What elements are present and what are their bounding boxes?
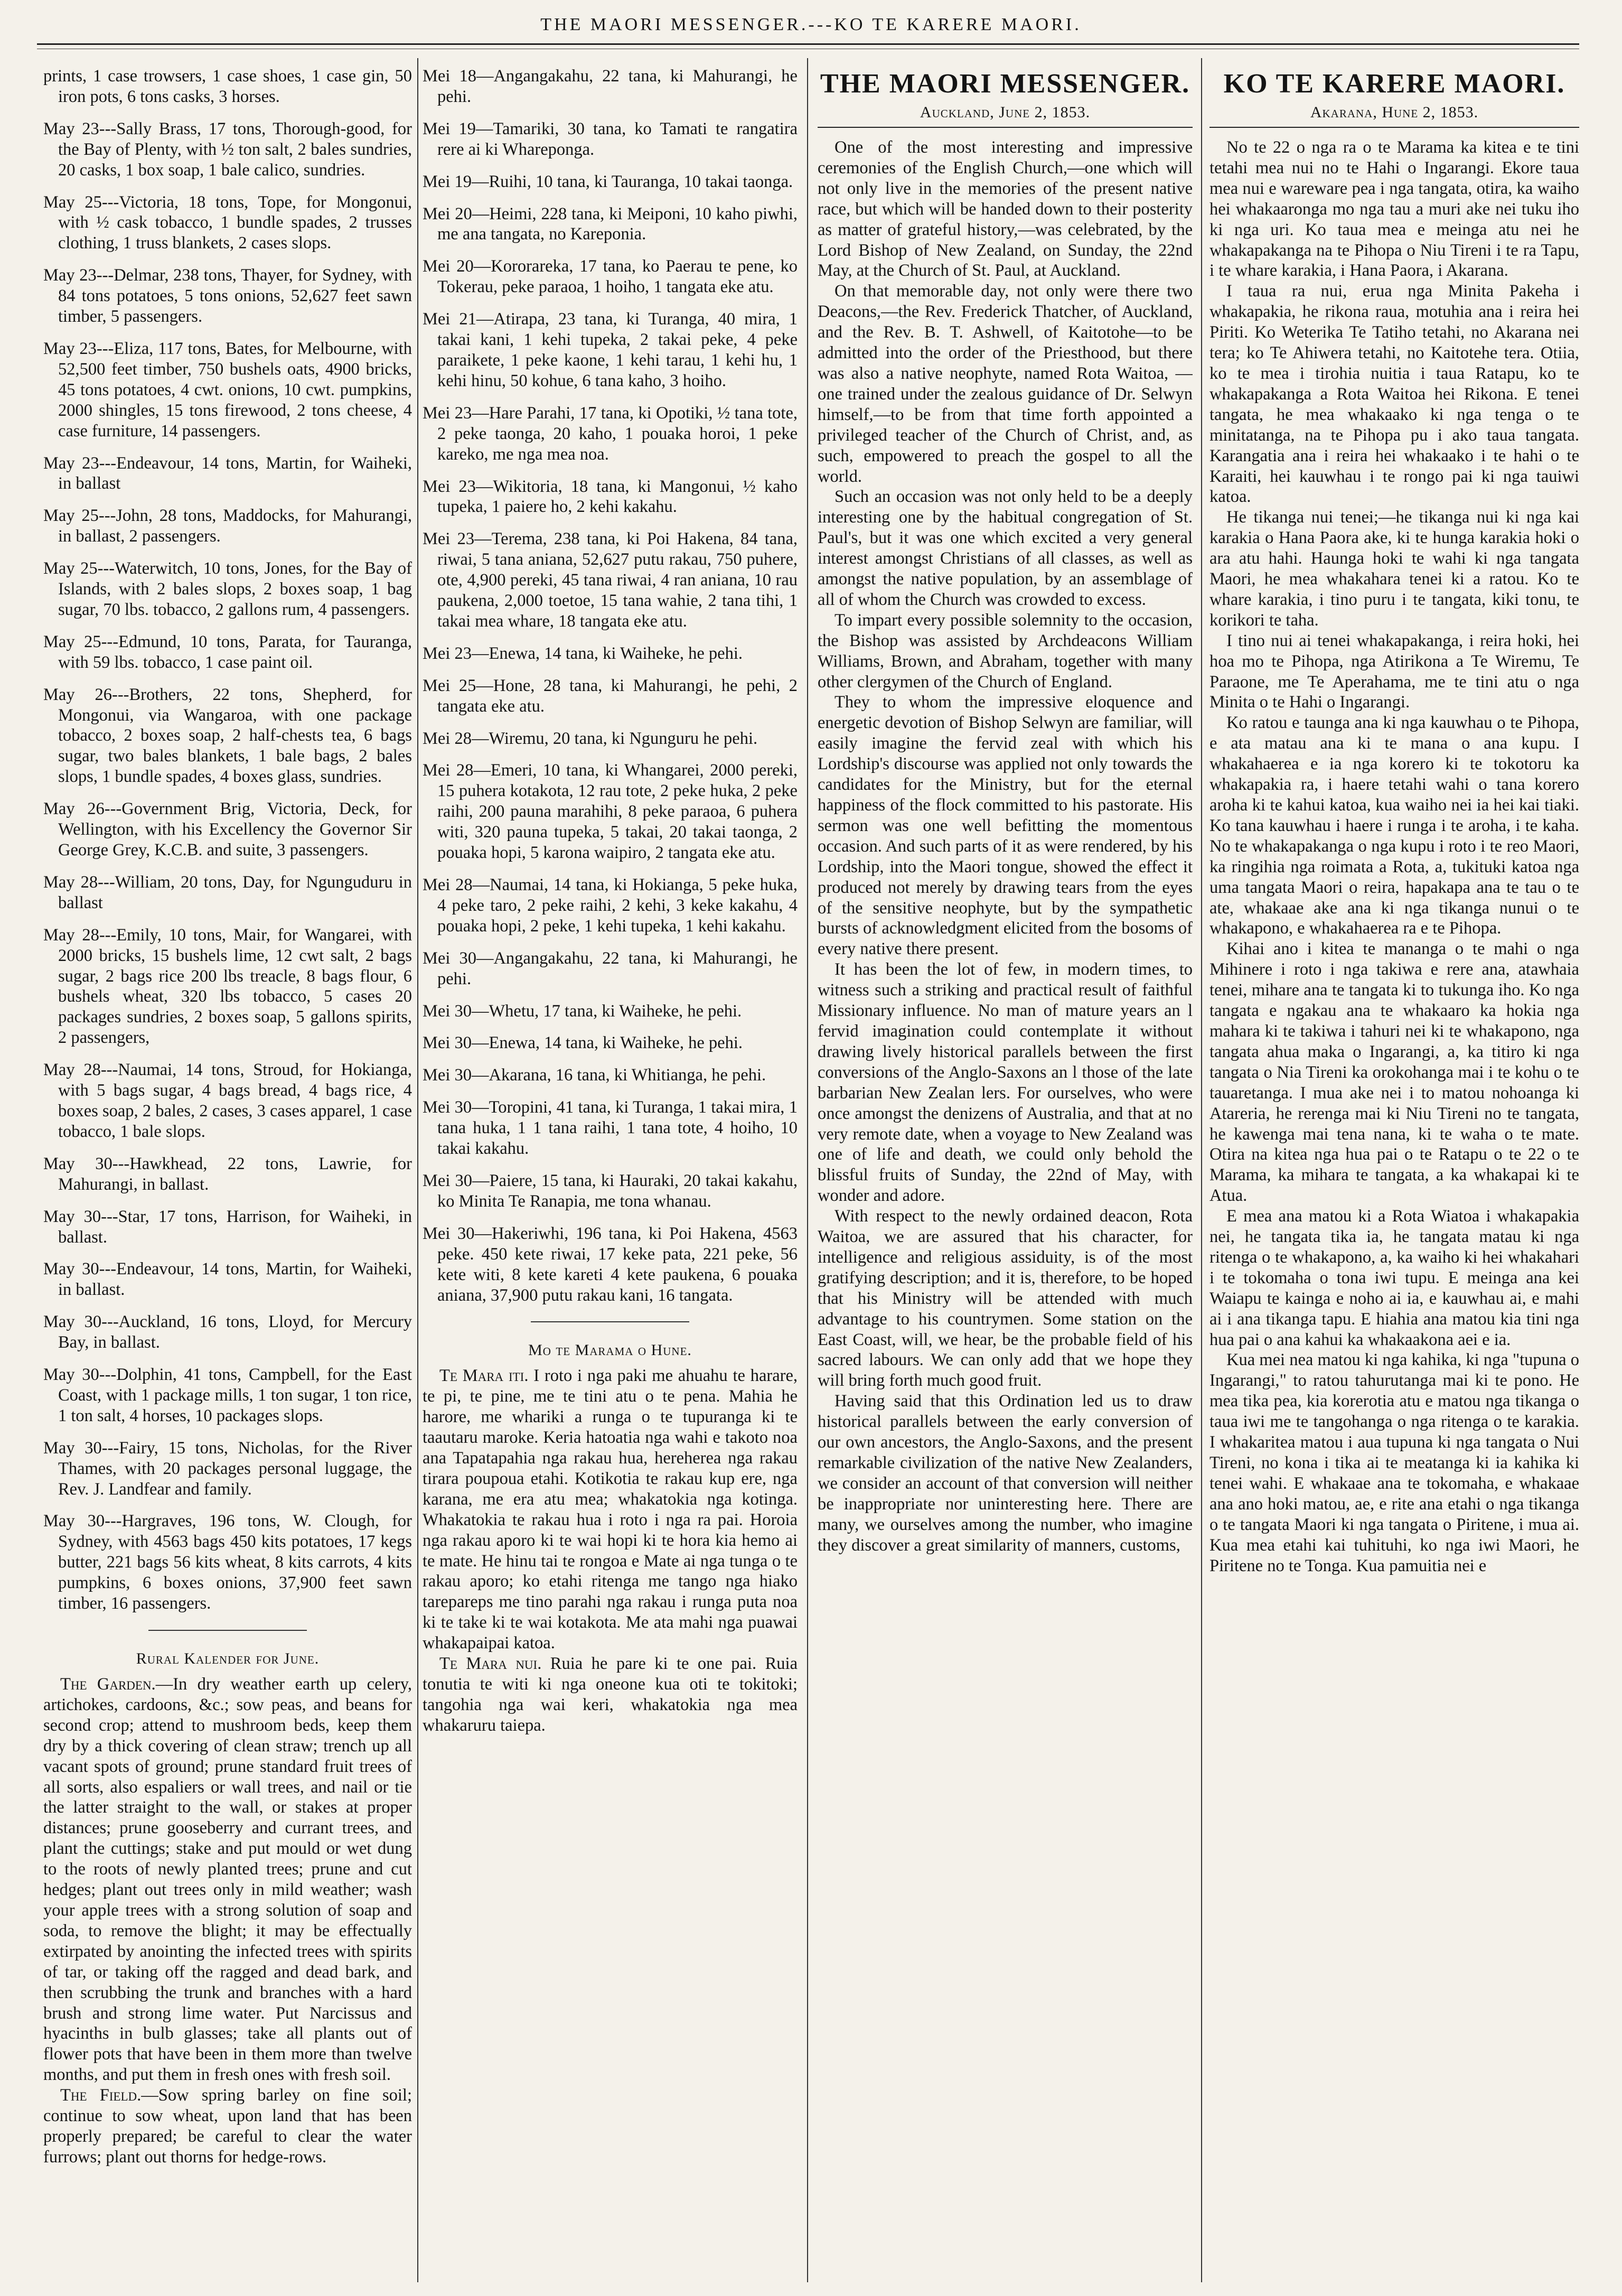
maori-editorial-paragraph: Kihai ano i kitea te mananga o te mahi o nga Mihinere i roto i nga takiwa e rere ana, atawhaia tenei, mihare ana te tangata ki to tukunga iho. Ko nga tangata e ngakau ana te whakaaro ka hokia nga mahara ki te takiwa i tahuri nei ki te whakapono, nga tangata ahua maka o Ingarangi, a, ka titiro ki nga tangata o Nia Tireni ka orokohanga mai i te kohu o te tauaretanga. I mua ake nei i to matou nohoanga ki Atareria, he rerenga mai ki Niu Tireni no te tangata, he kawenga mai tena nana, ki te waha o te mate. Otira na kitea nga hua pai o te Ratapu o te 22 o te Marama, ka mihara te tangata, a ka whakapai ki te Atua. xyxy=(1210,939,1579,1206)
maori-shipping-entry: Mei 19—Ruihi, 10 tana, ki Tauranga, 10 takai taonga. xyxy=(423,172,793,191)
editorial-paragraph: Such an occasion was not only held to be a deeply interesting one by the habitual congregation of St. Paul's, but it was one which excited a very general interest amongst Christians of all classes, as well as amongst the native population, by an assemblage of all of whom the Church was crowded to excess. xyxy=(818,487,1193,609)
calendar-heading: Rural Kalender for June. xyxy=(136,1650,320,1667)
maori-field-text: Ruia he pare ki te one pai. Ruia tonutia te witi ki nga oneone kua oti te tokitoki; tangohia nga wai keri, whakatokia nga mea whakaruru taiepa. xyxy=(423,1654,798,1735)
maori-shipping-entry: Mei 23—Hare Parahi, 17 tana, ki Opotiki, ½ tana tote, 2 peke taonga, 20 kaho, 1 pouaka horoi, 1 peke kareko, me nga mea noa. xyxy=(423,403,798,464)
maori-shipping-entry: Mei 30—Hakeriwhi, 196 tana, ki Poi Hakena, 4563 peke. 450 kete riwai, 17 keke pata, 221 peke, 56 kete witi, 8 kete kareti 4 kete paukena, 6 pouaka aniana, 37,900 putu rakau kani, 16 tangata. xyxy=(423,1224,798,1305)
maori-shipping-entry: Mei 30—Whetu, 17 tana, ki Waiheke, he pehi. xyxy=(423,1001,742,1021)
masthead-rule xyxy=(818,127,1193,128)
maori-shipping-entry: Mei 19—Tamariki, 30 tana, ko Tamati te rangatira rere ai ki Whareponga. xyxy=(423,119,798,159)
maori-shipping-entry: Mei 30—Toropini, 41 tana, ki Turanga, 1 takai mira, 1 tana huka, 1 1 tana raihi, 1 tana tote, 4 hoiho, 10 takai kakahu. xyxy=(423,1098,798,1159)
editorial-paragraph: To impart every possible solemnity to the occasion, the Bishop was assisted by Archdeacons William Williams, Brown, and Abraham, together with many other clergymen of the Church of England. xyxy=(818,610,1193,692)
field-text: —Sow spring barley on fine soil; continue to sow wheat, upon land that has been properly prepared; be careful to clear the water furrows; plant out thorns for hedge-rows. xyxy=(43,2086,412,2167)
field-lead: The Field. xyxy=(60,2086,142,2105)
maori-shipping-entry: Mei 23—Enewa, 14 tana, ki Waiheke, he pehi. xyxy=(423,643,743,663)
column-maori-shipping xyxy=(423,66,798,2280)
shipping-entry: May 28---William, 20 tons, Day, for Ngunguduru in ballast xyxy=(43,872,412,912)
shipping-entry: May 26---Government Brig, Victoria, Deck, for Wellington, with his Excellency the Governor Sir George Grey, K.C.B. and suite, 3 passengers. xyxy=(43,799,412,860)
shipping-entry: May 23---Sally Brass, 17 tons, Thorough-good, for the Bay of Plenty, with ½ ton salt, 2 bales sundries, 20 casks, 1 box soap, 1 bale calico, sundries. xyxy=(43,119,412,180)
maori-shipping-entry: Mei 30—Paiere, 15 tana, ki Hauraki, 20 takai kakahu, ko Minita Te Ranapia, me tona whanau. xyxy=(423,1171,798,1211)
shipping-entry: prints, 1 case trowsers, 1 case shoes, 1 case gin, 50 iron pots, 6 tons casks, 3 horses. xyxy=(43,67,412,106)
shipping-list xyxy=(43,66,412,1614)
maori-shipping-entry: Mei 30—Angangakahu, 22 tana, ki Mahurangi, he pehi. xyxy=(423,948,798,988)
column-rule xyxy=(807,58,808,2282)
shipping-entry: May 30---Hargraves, 196 tons, W. Clough, for Sydney, with 4563 bags 450 kits potatoes, 17 kegs butter, 221 bags 56 kits wheat, 8 kits carrots, 4 kits pumpkins, 6 boxes onions, 37,900 feet sawn timber, 16 passengers. xyxy=(43,1511,412,1613)
maori-shipping-entry: Mei 28—Naumai, 14 tana, ki Hokianga, 5 peke huka, 4 peke taro, 2 peke raihi, 2 kehi, 3 keke kakahu, 4 pouaka hopi, 2 peke, 1 kehi tupeka, 1 kehi kakahu. xyxy=(423,875,798,936)
maori-calendar-heading: Mo te Marama o Hune. xyxy=(528,1341,692,1359)
maori-shipping-entry: Mei 28—Emeri, 10 tana, ki Whangarei, 2000 pereki, 15 puhera kotakota, 12 rau tote, 2 peke huka, 2 peke raihi, 200 pauna marahihi, 8 peke paraoa, 6 puhera witi, 320 pauna tupeka, 5 takai, 20 takai taonga, 2 pouaka hopi, 5 karona waipiro, 2 tangata eke atu. xyxy=(423,761,798,863)
garden-text: —In dry weather earth up celery, artichokes, cardoons, &c.; sow peas, and beans for second crop; attend to mushroom beds, keep them dry by a thick covering of clean straw; trench up all vacant spots of ground; prune standard fruit trees of all sorts, also espaliers or wall trees, and nail or tie the latter straight to the wall, or stakes at proper distances; prune gooseberry and currant trees, and plant the cuttings; stake and put mould or wet dung to the roots of newly planted trees; prune and cut hedges; plant out trees only in mild weather; wash your apple trees with a strong solution of soap and soda, to remove the blight; it may be effectually extirpated by anointing the infected trees with spirits of tar, or taking off the ragged and dead bark, and then scrubbing the trunk and branches with a hard brush and strong lime water. Put Narcissus and hyacinths in bulb glasses; take all plants out of flower pots that have been in them more than twelve months, and put them in fresh ones with fresh soil. xyxy=(43,1675,412,2085)
maori-shipping-entry: Mei 25—Hone, 28 tana, ki Mahurangi, he pehi, 2 tangata eke atu. xyxy=(423,676,798,716)
shipping-entry: May 30---Star, 17 tons, Harrison, for Waiheki, in ballast. xyxy=(43,1207,412,1247)
maori-masthead: KO TE KARERE MAORI. xyxy=(1223,69,1565,99)
column-english-editorial xyxy=(818,66,1193,2280)
maori-garden-text: I roto i nga paki me ahuahu te harare, te pi, te pine, me te tini atu o te pena. Mahia he harore, me whariki a runga o te tupuranga ki te taautaru maroke. Keria hatoatia nga wahi e takoto noa ana Tapatapahia nga rakau hua, hereherea nga rakau tirara poupoua etahi. Kotikotia te rakau kup ere, nga karana, me era atu mea; whakatokia nga kotinga. Whakatokia te rakau hua i roto i nga ra pai. Horoia nga rakau aporo ki te wai hopi ki te hora kia hemo ai te mate. He hinu tai te rongoa e Mate ai nga tunga o te rakau aporo; ko etahi ritenga me tango nga hiako tarepareps me tino parahi nga rakau i runga puta noa ki te take ki te wai kotakota. Me ata mahi nga puawai whakapaipai katoa. xyxy=(423,1366,798,1653)
garden-lead: The Garden. xyxy=(60,1675,156,1694)
shipping-entry: May 25---Waterwitch, 10 tons, Jones, for the Bay of Islands, with 2 bales slops, 2 boxes soap, 1 bag sugar, 70 lbs. tobacco, 2 gallons rum, 4 passengers. xyxy=(43,559,412,619)
shipping-entry: May 30---Auckland, 16 tons, Lloyd, for Mercury Bay, in ballast. xyxy=(43,1312,412,1352)
editorial-paragraph: Having said that this Ordination led us to draw historical parallels between the early conversion of our own ancestors, the Anglo-Saxons, and the present remarkable civilization of the native New Zealanders, we consider an account of that conversion will neither be inappropriate nor uninteresting here. There are many, we ourselves among the number, who imagine they discover a great similarity of manners, customs, xyxy=(818,1392,1193,1555)
shipping-entry: May 25---Victoria, 18 tons, Tope, for Mongonui, with ½ cask tobacco, 1 bundle spades, 2 trusses clothing, 1 truss blankets, 2 cases slops. xyxy=(43,192,412,253)
maori-shipping-entry: Mei 23—Wikitoria, 18 tana, ki Mangonui, ½ kaho tupeka, 1 paiere ho, 2 kehi kakahu. xyxy=(423,477,798,517)
running-head: THE MAORI MESSENGER.---KO TE KARERE MAORI. xyxy=(540,15,1082,34)
maori-editorial-paragraph: I tino nui ai tenei whakapakanga, i reira hoki, hei hoa mo te Pihopa, nga Atirikona a Te Wiremu, Te Paraone, me Te Aperahama, me te tini atu o nga Minita o te Hahi o Ingarangi. xyxy=(1210,631,1579,712)
english-dateline: Auckland, June 2, 1853. xyxy=(920,104,1091,121)
maori-editorial-paragraph: E mea ana matou ki a Rota Wiatoa i whakapakia nei, he tangata tika ia, he tangata matau ki nga ritenga o te whakapono, a, ka waiho ki hei whakahari i te tokomaha o tona iwi tupu. E meinga ana kei Waiapu te kainga e noho ai ia, e kauwhau ai, e mahi ai i ana tikanga tapu. E hiahia ana matou kia tini nga hua pai o ana kahui ka whakaakona aei e ia. xyxy=(1210,1207,1579,1349)
shipping-entry: May 28---Emily, 10 tons, Mair, for Wangarei, with 2000 bricks, 15 bushels lime, 12 cwt salt, 2 bags sugar, 2 bags rice 200 lbs treacle, 8 bags flour, 6 bushels wheat, 320 lbs tobacco, 5 cases 20 packages sundries, 2 boxes soap, 5 gallons spirits, 2 passengers, xyxy=(43,925,412,1048)
maori-field-paragraph xyxy=(423,1654,798,1736)
shipping-entry: May 30---Hawkhead, 22 tons, Lawrie, for Mahurangi, in ballast. xyxy=(43,1154,412,1194)
shipping-entry: May 25---Edmund, 10 tons, Parata, for Tauranga, with 59 lbs. tobacco, 1 case paint oil. xyxy=(43,632,412,672)
garden-paragraph xyxy=(43,1674,412,2085)
maori-shipping-entry: Mei 21—Atirapa, 23 tana, ki Turanga, 40 mira, 1 takai kani, 1 kehi tupeka, 2 takai peke, 4 peke paraikete, 1 peke kaone, 1 kehi tarau, 1 kehi hu, 1 kehi hinu, 50 kohue, 6 tana kaho, 3 hoiho. xyxy=(423,310,798,390)
column-rule xyxy=(1201,58,1202,2282)
editorial-paragraph: It has been the lot of few, in modern times, to witness such a striking and practical result of faithful Missionary influence. No man of mature years an l fervid imagination could contemplate it without drawing lively historical parallels between the first conversions of the Anglo-Saxons an l those of the late barbarian New Zealan lers. For ourselves, who were once amongst the denizens of Australia, and that at no very remote date, when a voyage to New Zealand was one of life and death, we could only behold the blissful fruits of Sunday, the 22nd of May, with wonder and adore. xyxy=(818,960,1193,1206)
maori-editorial-paragraph: Kua mei nea matou ki nga kahika, ki nga "tupuna o Ingarangi," to ratou tahurutanga mai ki te pono. He mea tika pea, kia korerotia atu e matou nga tikanga o taua iwi me te tangohanga o nga ritenga o te karakia. I whakaritea matou i aua tupuna ki nga tangata o Nui Tireni, no kona i tika ai te meatanga ki ia kahika ki tenei wahi. E whakaae ana te tokomaha, e whakaae ana ano hoki matou, ae, e rite ana etahi o nga tikanga o te tangata Maori ki nga tangata o Piritene, i mua ai. Kua mea etahi kai tuhituhi, ko nga iwi Maori, he Piritene no te Tonga. Kua pamuitia nei e xyxy=(1210,1350,1579,1575)
maori-shipping-entry: Mei 30—Enewa, 14 tana, ki Waiheke, he pehi. xyxy=(423,1033,743,1053)
editorial-paragraph: With respect to the newly ordained deacon, Rota Waitoa, we are assured that his character, for intelligence and religious assiduity, is of the most gratifying description; and it is, therefore, to be hoped that his Ministry will be attended with much advantage to his countrymen. Some station on the East Coast, will, we hear, be the probable field of his sacred labours. We can only add that we hope they will bring forth much good fruit. xyxy=(818,1207,1193,1390)
maori-garden-lead: Te Mara iti. xyxy=(439,1366,529,1386)
shipping-entry: May 30---Fairy, 15 tons, Nicholas, for the River Thames, with 20 packages personal luggage, the Rev. J. Landfear and family. xyxy=(43,1438,412,1499)
maori-shipping-entry: Mei 18—Angangakahu, 22 tana, ki Mahurangi, he pehi. xyxy=(423,67,798,106)
maori-garden-paragraph xyxy=(423,1366,798,1654)
shipping-entry: May 25---John, 28 tons, Maddocks, for Mahurangi, in ballast, 2 passengers. xyxy=(43,506,412,546)
shipping-entry: May 30---Dolphin, 41 tons, Campbell, for the East Coast, with 1 package mills, 1 ton sugar, 1 ton rice, 1 ton salt, 4 horses, 10 packages slops. xyxy=(43,1365,412,1425)
section-divider xyxy=(148,1630,307,1631)
column-rule xyxy=(417,58,418,2282)
shipping-entry: May 23---Delmar, 238 tons, Thayer, for Sydney, with 84 tons potatoes, 5 tons onions, 52,627 feet sawn timber, 5 passengers. xyxy=(43,266,412,326)
maori-editorial-paragraph: Ko ratou e taunga ana ki nga kauwhau o te Pihopa, e ata matau ana ki te mana o ana kupu. I whakahaerea e ia nga korero ki te tokotoru ka whakapakia ra, i haere tetahi wahi o tana korero aroha ki te kahui katoa, kua waiho nei ia hei kai tiaki. Ko tana kauwhau i haere i runga i te aroha, i te kaha. No te whakapakanga o nga kupu i roto i te reo Maori, ka ringihia nga roimata a Rota, a, tukituki katoa nga uma tangata Maori o reira, hapakapa ana te tau o te ate, whakaae ake ana ki nga tikanga nunui o te whakapono, e whakahaerea ra e te Pihopa. xyxy=(1210,713,1579,938)
column-maori-editorial xyxy=(1210,66,1579,2280)
top-rule xyxy=(37,43,1579,45)
shipping-entry: May 23---Eliza, 117 tons, Bates, for Melbourne, with 52,500 feet timber, 750 bushels oats, 4900 bricks, 45 tons potatoes, 4 cwt. onions, 10 cwt. pumpkins, 2000 shingles, 15 tons firewood, 2 tons cheese, 4 case furniture, 14 passengers. xyxy=(43,339,412,441)
maori-editorial-paragraph: He tikanga nui tenei;—he tikanga nui ki nga kai karakia o Hana Paora ake, ki te hunga karakia hoki o ara atu hahi. Haunga hoki te wahi ki nga tangata Maori, he mea whakahara tenei ki a ratou. Ko te whare karakia, i tino puru i te tangata, kiki tonu, te korikori te taha. xyxy=(1210,508,1579,630)
english-masthead: THE MAORI MESSENGER. xyxy=(820,69,1190,99)
shipping-entry: May 28---Naumai, 14 tons, Stroud, for Hokianga, with 5 bags sugar, 4 bags bread, 4 bags rice, 4 boxes soap, 2 bales, 2 cases, 3 cases apparel, 1 case tobacco, 1 bale slops. xyxy=(43,1060,412,1141)
field-paragraph xyxy=(43,2085,412,2168)
maori-editorial-paragraph: No te 22 o nga ra o te Marama ka kitea e te tini tetahi mea nui no te Hahi o Ingarangi. Ekore taua mea nui e wareware pea i nga tangata, otira, ka waiho hei whakaaronga mo nga tau a muri ake nei tuku iho ki nga uri. Ko taua mea e meinga atu nei he whakapakanga na te Pihopa o Niu Tireni i te ra Tapu, i te whare karakia, i Hana Paora, i Akarana. xyxy=(1210,138,1579,281)
maori-shipping-entry: Mei 30—Akarana, 16 tana, ki Whitianga, he pehi. xyxy=(423,1066,766,1085)
maori-dateline: Akarana, Hune 2, 1853. xyxy=(1310,104,1479,121)
editorial-paragraph: One of the most interesting and impressive ceremonies of the English Church,—one which will not only live in the memories of the present native race, but which will be handed down to their posterity as matter of grateful history,—was celebrated, by the Lord Bishop of New Zealand, on Sunday, the 22nd May, at the Church of St. Paul, at Auckland. xyxy=(818,138,1193,281)
shipping-entry: May 26---Brothers, 22 tons, Shepherd, for Mongonui, via Wangaroa, with one package tobacco, 2 boxes soap, 2 half-chests tea, 6 bags sugar, two bales blankets, 1 bale bags, 2 bales slops, 1 bundle spades, 4 boxes glass, sundries. xyxy=(43,685,412,787)
masthead-rule xyxy=(1210,127,1579,128)
maori-shipping-entry: Mei 23—Terema, 238 tana, ki Poi Hakena, 84 tana, riwai, 5 tana aniana, 52,627 putu rakau, 750 puhere, ote, 4,900 pereki, 45 tana riwai, 4 ran aniana, 10 rau paukena, 2,000 toetoe, 15 tana wahie, 2 tana tihi, 1 takai mea whare, 18 tangata eke atu. xyxy=(423,529,798,631)
editorial-paragraph: They to whom the impressive eloquence and energetic devotion of Bishop Selwyn are familiar, will easily imagine the fervid zeal with which his Lordship's discourse was applied not only towards the candidates for the Ministry, but for the eternal happiness of the flock committed to his pastorate. His sermon was one well befitting the momentous occasion. And such parts of it as were rendered, by his Lordship, into the Maori tongue, showed the effect it produced not merely by drawing tears from the eyes of the sensitive neophyte, but by the sympathetic bursts of acknowledgment elicited from the bosoms of every native there present. xyxy=(818,693,1193,959)
maori-editorial-paragraph: I taua ra nui, erua nga Minita Pakeha i whakapakia, he rikona raua, motuhia ana i reira hei Piriti. Ko Weterika Te Tatiho tetahi, no Akarana nei tera; ko Te Ahiwera tetahi, no Kaitotehe tera. Otiia, ko te mea i tirohia nuitia i taua Ratapu, ko te whakapakanga a Rota Waitoa hei Rikona. E tenei tangata, he mea whakaako ki nga tenga o te minitatanga, na te Pihopa pu i ako taua tangata. Karangatia ana i reira hei whakaako i te hahi o te Karaiti, hei kauwhau i te rongo pai ki nga tauiwi katoa. xyxy=(1210,282,1579,507)
shipping-entry: May 30---Endeavour, 14 tons, Martin, for Waiheki, in ballast. xyxy=(43,1259,412,1300)
section-divider xyxy=(531,1321,689,1322)
maori-shipping-entry: Mei 28—Wiremu, 20 tana, ki Ngunguru he pehi. xyxy=(423,729,758,748)
maori-field-lead: Te Mara nui. xyxy=(439,1654,542,1674)
maori-shipping-entry: Mei 20—Heimi, 228 tana, ki Meiponi, 10 kaho piwhi, me ana tangata, no Kareponia. xyxy=(423,204,798,244)
column-shipping xyxy=(43,66,412,2280)
maori-shipping-entry: Mei 20—Kororareka, 17 tana, ko Paerau te pene, ko Tokerau, peke paraoa, 1 hoiho, 1 tangata eke atu. xyxy=(423,257,798,297)
editorial-paragraph: On that memorable day, not only were there two Deacons,—the Rev. Frederick Thatcher, of Auckland, and the Rev. B. T. Ashwell, of Kaitotohe—to be admitted into the order of the Priesthood, but there was also a native neophyte, named Rota Waitoa, —one trained under the zealous guidance of Dr. Selwyn himself,—to be from that time forth appointed a privileged teacher of the Church of Christ, and, as such, empowered to preach the gospel to all the world. xyxy=(818,282,1193,486)
shipping-entry: May 23---Endeavour, 14 tons, Martin, for Waiheki, in ballast xyxy=(43,453,412,493)
